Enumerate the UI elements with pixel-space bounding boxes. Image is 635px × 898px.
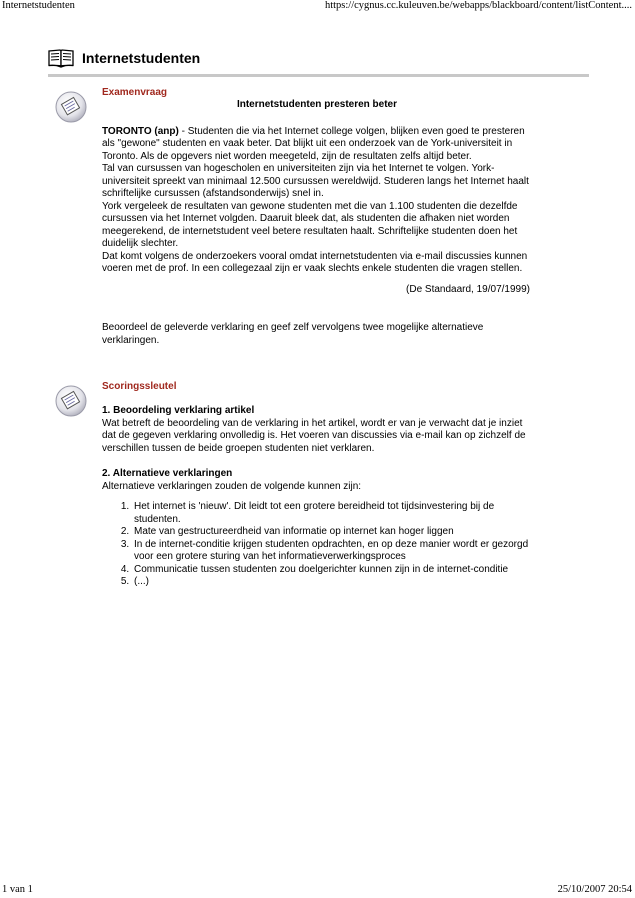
article-title: Internetstudenten presteren beter <box>236 99 398 110</box>
title-divider <box>48 74 589 77</box>
document-icon[interactable] <box>54 384 88 418</box>
list-item: 1. Het internet is 'nieuw'. Dit leidt tot een grotere bereidheid tot tijdsinvestering bij de studenten. <box>132 501 532 526</box>
list-item: 4. Communicatie tussen studenten zou doelgerichter kunnen zijn in de internet-conditie <box>132 564 532 577</box>
section-heading-alternatives: 2. Alternatieve verklaringen <box>102 468 233 479</box>
section-heading-assessment: 1. Beoordeling verklaring artikel <box>102 405 255 416</box>
print-footer <box>0 884 635 896</box>
alternatives-list <box>102 501 532 589</box>
article-lead: - Studenten die via het Internet college volgen, blijken even goed te presteren als "gewone" studenten en vaak beter. Dat blijkt uit een onderzoek van de York-universiteit in Toronto. Als de opgevers niet worden meegeteld, zijn de resultaten zelfs altijd beter. <box>102 125 525 162</box>
article-paragraph-3: York vergeleek de resultaten van gewone studenten met die van 1.100 studenten die dezelfde cursussen via het Internet volgden. Daaruit bleek dat, als studenten die afhaken niet worden meegerekend, de internetstudent veel betere resultaten haalt. Schriftelijke studenten doen het duidelijk slechter. <box>102 200 518 249</box>
document-icon[interactable] <box>54 90 88 124</box>
page-title-row <box>48 46 200 70</box>
section-text-alternatives: Alternatieve verklaringen zouden de volgende kunnen zijn: <box>102 480 362 492</box>
print-header <box>0 0 635 12</box>
article-paragraph-4: Dat komt volgens de onderzoekers vooral omdat internetstudenten via e-mail discussies kunnen voeren met de prof. In een collegezaal zijn er vaak slechts enkele studenten die vragen stellen. <box>102 250 528 274</box>
page-title: Internetstudenten <box>82 50 201 66</box>
exam-question-item <box>102 86 532 347</box>
scoring-key-item <box>102 380 532 589</box>
list-item: 5. (...) <box>132 576 532 589</box>
item-title-examenvraag[interactable]: Examenvraag <box>102 87 168 98</box>
exam-question: Beoordeel de geleverde verklaring en geef zelf vervolgens twee mogelijke alternatieve verklaringen. <box>102 322 484 346</box>
print-datetime: 25/10/2007 20:54 <box>557 884 632 895</box>
book-icon <box>48 48 74 68</box>
article-dateline: TORONTO (anp) <box>102 125 179 137</box>
print-header-url: https://cygnus.cc.kuleuven.be/webapps/blackboard/content/listContent.... <box>324 0 632 11</box>
article-paragraph-1 <box>102 126 532 164</box>
article-paragraph-2: Tal van cursussen van hogescholen en universiteiten zijn via het Internet te volgen. York-universiteit spreekt van minimaal 12.500 cursussen wereldwijd. Studeren langs het Internet haalt schriftelijke cursussen (afstandsonderwijs) snel in. <box>102 163 529 199</box>
page-count: 1 van 1 <box>2 884 33 895</box>
item-title-scoringssleutel[interactable]: Scoringssleutel <box>102 381 177 392</box>
section-text-assessment: Wat betreft de beoordeling van de verklaring in het artikel, wordt er van je verwacht dat je inziet dat de gegeven verklaring onvolledig is. Het voeren van discussies via e-mail kan op zichzelf de verschillen tussen de beide groepen studenten niet verklaren. <box>102 417 526 454</box>
list-item: 2. Mate van gestructureerdheid van informatie op internet kan hoger liggen <box>132 526 532 539</box>
list-item: 3. In de internet-conditie krijgen studenten opdrachten, en op deze manier wordt er gezorgd voor een grotere sturing van het informatieverwerkingsproces <box>132 539 532 564</box>
print-header-title: Internetstudenten <box>2 0 75 11</box>
article-source: (De Standaard, 19/07/1999) <box>406 283 530 295</box>
